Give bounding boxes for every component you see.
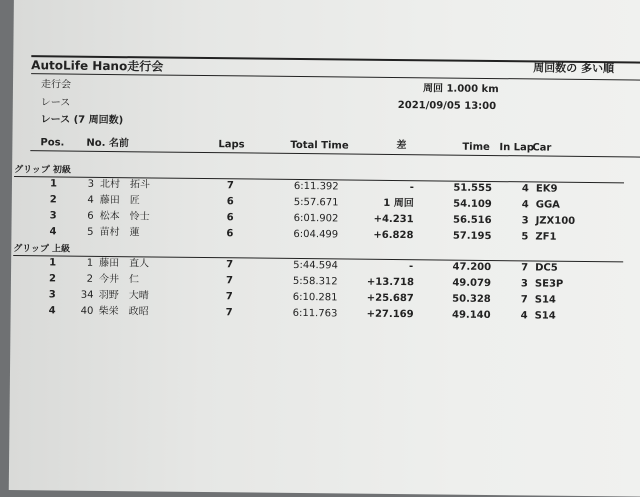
event-title: AutoLife Hano走行会 bbox=[31, 58, 164, 74]
row-in-lap: 4 bbox=[521, 199, 529, 211]
row-car: DC5 bbox=[535, 262, 558, 274]
row-pos: 3 bbox=[49, 210, 57, 222]
col-time: Time bbox=[462, 141, 490, 153]
row-laps: 6 bbox=[226, 212, 234, 224]
row-laps: 7 bbox=[225, 307, 233, 319]
row-pos: 4 bbox=[48, 305, 56, 317]
class-heading: グリップ 上級 bbox=[13, 244, 71, 255]
row-number: 1 bbox=[86, 257, 94, 269]
row-in-lap: 7 bbox=[520, 294, 528, 306]
row-total-time: 5:58.312 bbox=[292, 275, 338, 288]
row-pos: 1 bbox=[49, 257, 57, 269]
row-pos: 1 bbox=[49, 178, 57, 190]
row-pos: 4 bbox=[49, 226, 57, 238]
row-best-time: 56.516 bbox=[452, 214, 492, 227]
row-laps: 6 bbox=[226, 196, 234, 208]
row-driver-name: 北村 拓斗 bbox=[99, 178, 151, 191]
row-laps: 6 bbox=[226, 228, 234, 240]
row-diff: - bbox=[408, 261, 414, 273]
row-in-lap: 4 bbox=[521, 183, 529, 195]
row-car: S14 bbox=[534, 310, 556, 322]
row-driver-name: 今井 仁 bbox=[98, 273, 140, 286]
row-best-time: 54.109 bbox=[453, 198, 492, 211]
col-pos: Pos. bbox=[40, 137, 65, 149]
col-diff: 差 bbox=[396, 140, 407, 152]
row-number: 34 bbox=[80, 289, 94, 301]
row-pos: 2 bbox=[48, 273, 57, 285]
row-laps: 7 bbox=[226, 180, 234, 192]
row-diff: 1 周回 bbox=[383, 197, 414, 210]
row-car: JZX100 bbox=[535, 215, 576, 227]
row-pos: 2 bbox=[49, 194, 57, 206]
lap-length: 周回 1.000 km bbox=[422, 83, 499, 96]
class-heading: グリップ 初級 bbox=[14, 165, 71, 176]
col-laps: Laps bbox=[218, 139, 245, 151]
row-in-lap: 3 bbox=[521, 215, 529, 227]
col-total-time: Total Time bbox=[290, 139, 349, 152]
row-in-lap: 3 bbox=[520, 278, 528, 290]
row-total-time: 6:11.392 bbox=[293, 180, 339, 193]
row-diff: +25.687 bbox=[366, 292, 414, 305]
row-driver-name: 苗村 蓮 bbox=[99, 226, 140, 239]
row-best-time: 50.328 bbox=[452, 293, 491, 306]
sort-order-label: 周回数の 多い順 bbox=[533, 61, 615, 76]
row-diff: +6.828 bbox=[373, 229, 414, 242]
col-car: Car bbox=[532, 142, 552, 154]
race-datetime: 2021/09/05 13:00 bbox=[397, 100, 497, 113]
row-number: 3 bbox=[87, 178, 95, 190]
row-pos: 3 bbox=[48, 289, 56, 301]
row-total-time: 6:11.763 bbox=[292, 307, 338, 320]
row-total-time: 5:57.671 bbox=[293, 196, 339, 209]
row-car: GGA bbox=[535, 199, 560, 211]
row-laps: 7 bbox=[225, 275, 233, 287]
row-laps: 7 bbox=[226, 259, 234, 271]
row-car: ZF1 bbox=[535, 231, 557, 243]
row-in-lap: 4 bbox=[520, 310, 528, 322]
row-total-time: 6:10.281 bbox=[292, 291, 338, 304]
row-number: 4 bbox=[87, 194, 94, 206]
row-car: EK9 bbox=[535, 183, 558, 195]
row-total-time: 6:04.499 bbox=[293, 228, 339, 241]
row-best-time: 49.079 bbox=[452, 277, 492, 290]
row-diff: - bbox=[409, 182, 415, 194]
row-diff: +4.231 bbox=[373, 213, 414, 226]
col-no-name: No. 名前 bbox=[86, 137, 129, 150]
row-best-time: 47.200 bbox=[452, 261, 492, 274]
row-driver-name: 松本 怜士 bbox=[99, 210, 150, 223]
race-detail: レース (7 周回数) bbox=[40, 114, 124, 127]
row-total-time: 5:44.594 bbox=[293, 259, 338, 272]
row-in-lap: 5 bbox=[521, 231, 529, 243]
row-best-time: 49.140 bbox=[451, 309, 491, 322]
row-driver-name: 藤田 直人 bbox=[99, 257, 150, 270]
row-laps: 7 bbox=[225, 291, 233, 303]
col-in-lap: In Lap bbox=[499, 142, 535, 154]
row-total-time: 6:01.902 bbox=[293, 212, 339, 225]
row-best-time: 57.195 bbox=[452, 230, 492, 243]
row-number: 6 bbox=[87, 210, 94, 222]
row-best-time: 51.555 bbox=[453, 182, 493, 195]
row-in-lap: 7 bbox=[521, 262, 529, 274]
row-car: S14 bbox=[534, 294, 556, 306]
row-number: 5 bbox=[87, 226, 94, 238]
race-label: レース bbox=[40, 97, 71, 109]
results-sheet bbox=[9, 0, 640, 497]
row-driver-name: 柴栄 政昭 bbox=[98, 305, 149, 318]
row-diff: +13.718 bbox=[366, 276, 414, 289]
row-number: 2 bbox=[86, 273, 94, 285]
row-driver-name: 羽野 大晴 bbox=[98, 289, 149, 302]
event-label: 走行会 bbox=[40, 79, 72, 91]
row-number: 40 bbox=[80, 305, 94, 317]
row-car: SE3P bbox=[534, 278, 564, 290]
row-diff: +27.169 bbox=[366, 308, 414, 321]
row-driver-name: 藤田 匠 bbox=[99, 194, 140, 207]
